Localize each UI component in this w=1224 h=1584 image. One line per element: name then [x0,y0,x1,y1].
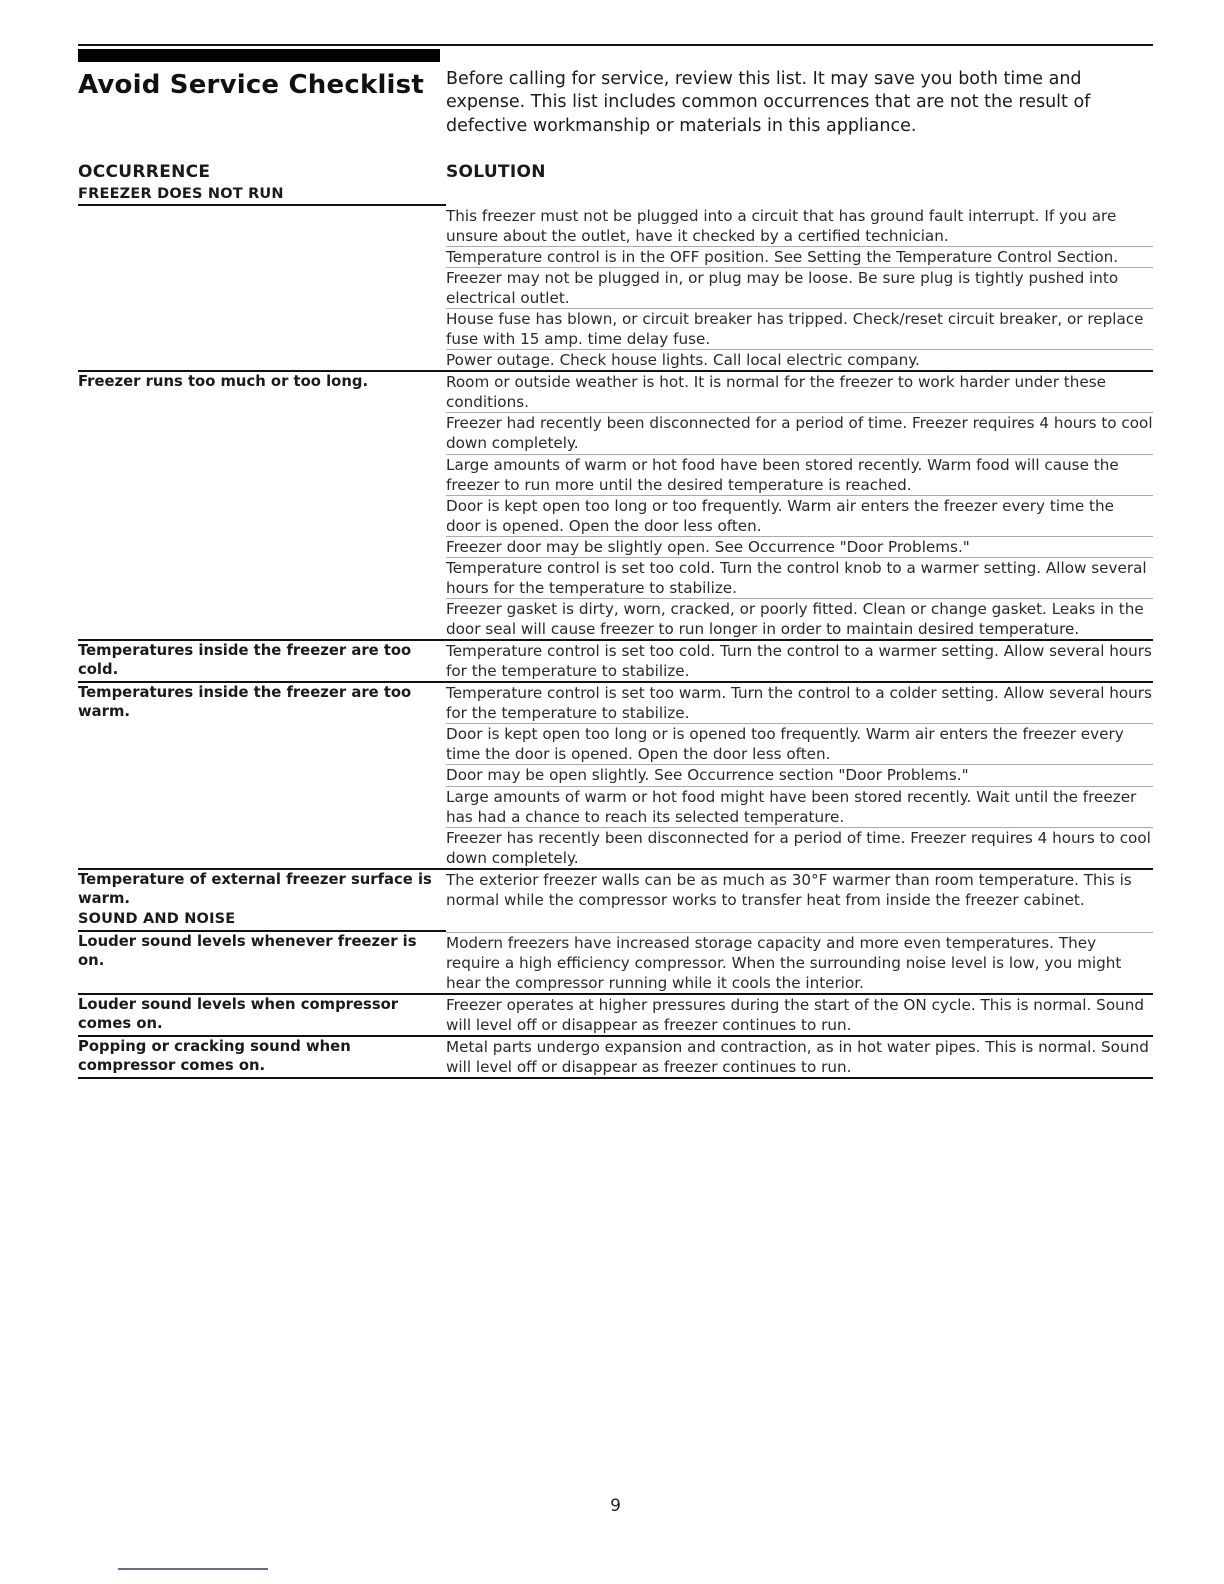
table-row [78,682,1153,724]
column-header-solution: SOLUTION [446,161,546,182]
occurrence-cell [78,724,446,765]
occurrence-cell [78,267,446,308]
occurrence-cell [78,557,446,598]
solution-cell: Freezer has recently been disconnected for a period of time. Freezer requires 4 hours to cool down completely. [446,827,1153,869]
solution-cell: Room or outside weather is hot. It is normal for the freezer to work harder under these conditions. [446,371,1153,413]
solution-cell: Temperature control is set too cold. Turn the control to a warmer setting. Allow several hours for the temperature to stabilize. [446,640,1153,682]
solution-cell: The exterior freezer walls can be as much as 30°F warmer than room temperature. This is normal while the compressor works to transfer heat from inside the freezer cabinet. [446,869,1153,932]
occurrence-cell [78,765,446,786]
occurrence-cell [78,786,446,827]
occurrence-cell: Temperatures inside the freezer are too cold. [78,640,446,682]
section-label-sound-and-noise: SOUND AND NOISE [78,910,446,932]
table-row [78,371,1153,413]
occurrence-cell [78,495,446,536]
header-row [78,68,1153,138]
solution-cell: Freezer had recently been disconnected for a period of time. Freezer requires 4 hours to cool down completely. [446,414,1153,453]
solution-cell: Freezer operates at higher pressures during the start of the ON cycle. This is normal. Sound will level off or disappear as freezer continues to run. [446,994,1153,1036]
occurrence-cell: Popping or cracking sound when compressor comes on. [78,1036,446,1078]
occurrence-cell: Louder sound levels when compressor comes on. [78,994,446,1036]
table-row [78,640,1153,682]
page-content [78,44,1153,1516]
occurrence-cell [78,454,446,495]
intro-paragraph: Before calling for service, review this list. It may save you both time and expense. This list includes common occurrences that are not the result of defective workmanship or materials in this appliance. [446,69,1091,136]
column-headers [78,162,1153,182]
solution-cell: Large amounts of warm or hot food might have been stored recently. Wait until the freezer has had a chance to reach its selected temperature. [446,786,1153,827]
table-row [78,413,1153,454]
table-row [78,350,1153,372]
solution-cell: Temperature control is in the OFF position. See Setting the Temperature Control Section. [446,246,1153,267]
occurrence-cell [78,827,446,869]
occurrence-cell [78,536,446,557]
solution-cell: Power outage. Check house lights. Call local electric company. [446,350,1153,372]
occurrence-cell [78,413,446,454]
occurrence-cell: Temperatures inside the freezer are too warm. [78,684,412,721]
solution-cell: Modern freezers have increased storage capacity and more even temperatures. They require a high efficiency compressor. When the surrounding noise level is low, you might hear the compressor running while it cools the interior. [446,932,1153,994]
occurrence-text: Temperature of external freezer surface is warm. [78,870,432,908]
table-row [78,267,1153,308]
top-rule [78,44,1153,46]
table-row [78,495,1153,536]
table-row [78,765,1153,786]
section-label-freezer-does-not-run: FREEZER DOES NOT RUN [78,186,446,206]
solution-cell: Door is kept open too long or is opened too frequently. Warm air enters the freezer every time the door is opened. Open the door less often. [446,724,1153,765]
solution-cell: Door is kept open too long or too frequently. Warm air enters the freezer every time the door is opened. Open the door less often. [446,495,1153,536]
solution-cell: Large amounts of warm or hot food have been stored recently. Warm food will cause the freezer to run more until the desired temperature is reached. [446,454,1153,495]
table-row [78,786,1153,827]
table-row [78,827,1153,869]
table-row [78,246,1153,267]
table-row [78,206,1153,247]
table-row [78,309,1153,350]
table-row [78,869,1153,932]
solution-cell: This freezer must not be plugged into a circuit that has ground fault interrupt. If you are unsure about the outlet, have it checked by a certified technician. [446,206,1153,247]
occurrence-cell: Louder sound levels whenever freezer is on. [78,932,446,994]
table-row [78,932,1153,994]
occurrence-cell [78,869,446,932]
solution-cell: Temperature control is set too warm. Turn the control to a colder setting. Allow several hours for the temperature to stabilize. [446,684,1152,723]
table-row [78,557,1153,598]
checklist-table [78,206,1153,1079]
column-header-occurrence: OCCURRENCE [78,161,211,182]
solution-cell: Freezer gasket is dirty, worn, cracked, or poorly fitted. Clean or change gasket. Leaks in the door seal will cause freezer to run longer in order to maintain desired temperature. [446,598,1153,640]
solution-cell: House fuse has blown, or circuit breaker has tripped. Check/reset circuit breaker, or replace fuse with 15 amp. time delay fuse. [446,309,1153,350]
solution-cell: Door may be open slightly. See Occurrence section "Door Problems." [446,765,1153,786]
page-title: Avoid Service Checklist [78,70,424,100]
occurrence-cell: Freezer runs too much or too long. [78,373,369,391]
solution-cell: Freezer door may be slightly open. See Occurrence "Door Problems." [446,536,1153,557]
solution-cell: Metal parts undergo expansion and contraction, as in hot water pipes. This is normal. Sound will level off or disappear as freezer continues to run. [446,1036,1153,1078]
occurrence-cell [78,309,446,350]
table-row [78,994,1153,1036]
occurrence-cell [78,350,446,372]
solution-cell: Temperature control is set too cold. Turn the control knob to a warmer setting. Allow several hours for the temperature to stabilize. [446,557,1153,598]
table-row [78,724,1153,765]
table-row [78,536,1153,557]
table-row [78,1036,1153,1078]
table-row [78,454,1153,495]
title-black-bar [78,49,440,62]
occurrence-cell [78,598,446,640]
footer-rule [118,1568,268,1570]
page-number: 9 [610,1496,621,1516]
occurrence-cell [78,206,446,247]
table-row [78,598,1153,640]
occurrence-cell [78,246,446,267]
solution-cell: Freezer may not be plugged in, or plug may be loose. Be sure plug is tightly pushed into electrical outlet. [446,267,1153,308]
